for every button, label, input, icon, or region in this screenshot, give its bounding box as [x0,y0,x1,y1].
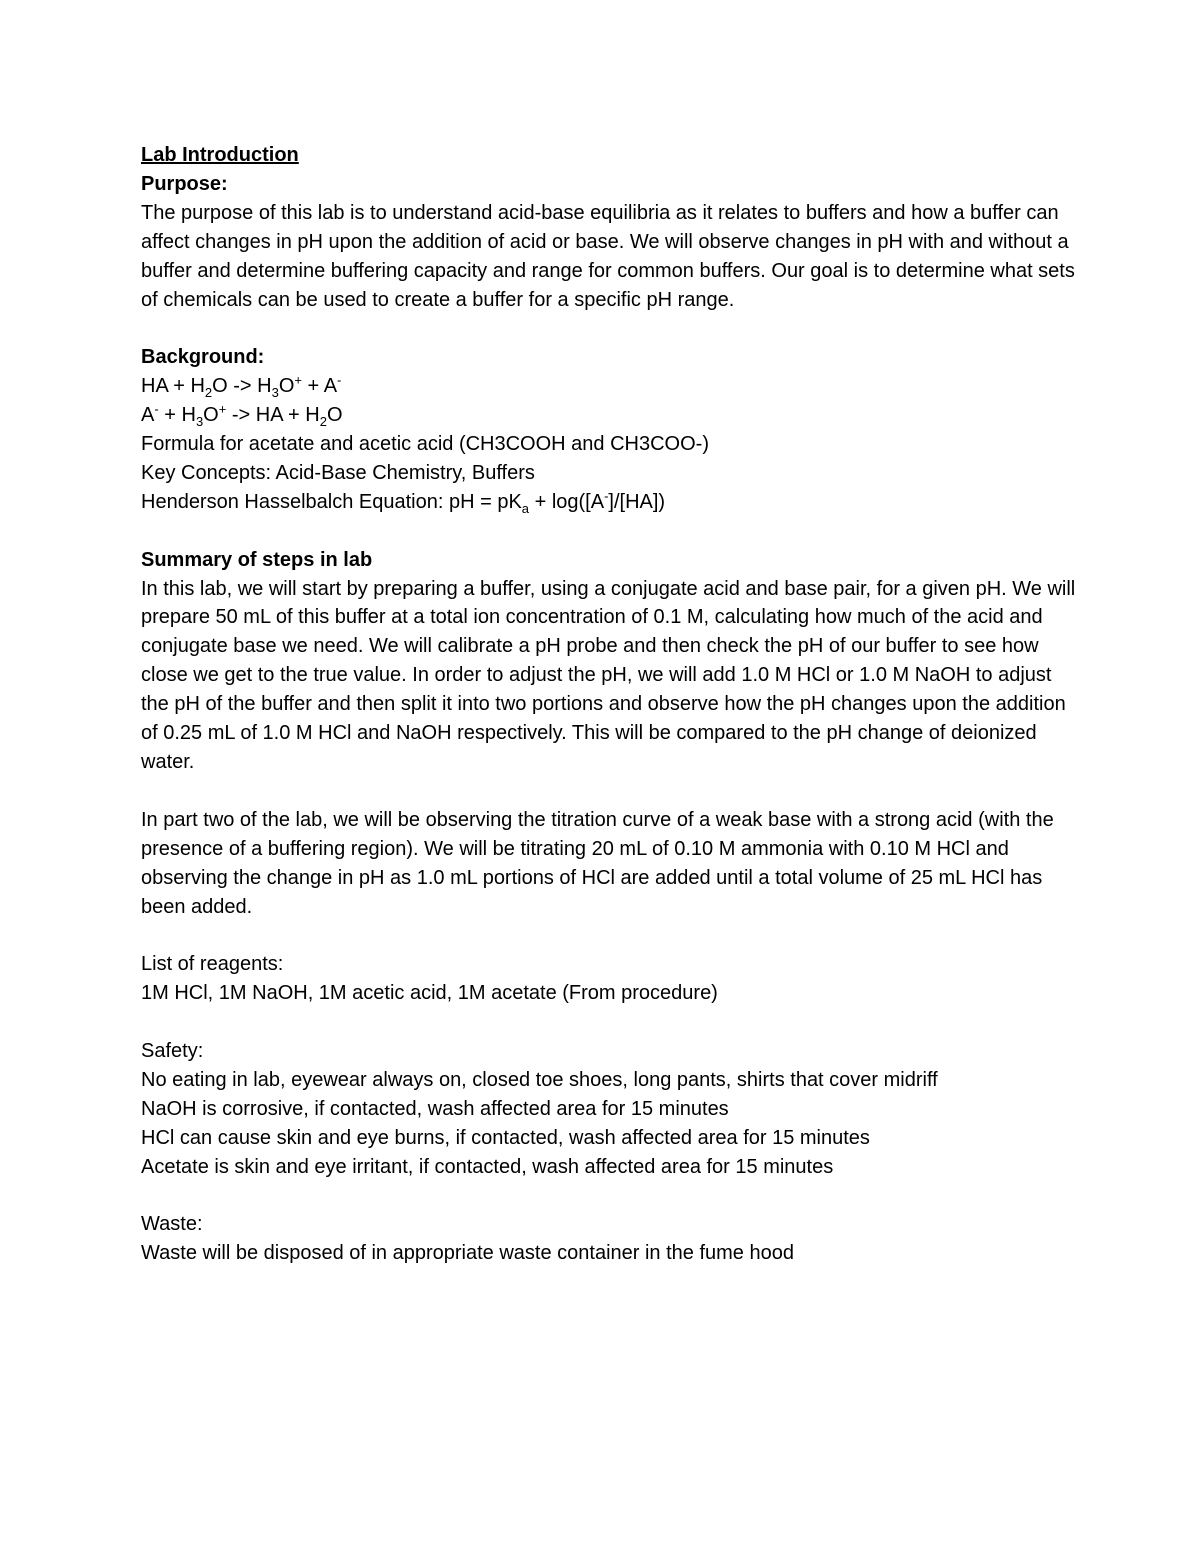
background-heading: Background: [141,346,265,369]
spacer [141,1008,1081,1037]
safety-item: Acetate is skin and eye irritant, if contacted, wash affected area for 15 minutes [141,1155,834,1178]
henderson-hasselbalch-line: Henderson Hasselbalch Equation: pH = $pK_a + \log([A^-]/[HA])$ [141,488,666,516]
waste-text: Waste will be disposed of in appropriate waste container in the fume hood [141,1242,794,1265]
intro-heading: Lab Introduction [141,144,299,166]
safety-item: HCl can cause skin and eye burns, if contacted, wash affected area for 15 minutes [141,1126,870,1149]
safety-item: NaOH is corrosive, if contacted, wash affected area for 15 minutes [141,1097,729,1120]
spacer [141,777,1081,806]
spacer [141,517,1081,546]
safety-item: No eating in lab, eyewear always on, closed toe shoes, long pants, shirts that cover midriff [141,1068,938,1091]
purpose-text: The purpose of this lab is to understand acid-base equilibria as it relates to buffers and how a buffer can affect changes in pH upon the addition of acid or base. We will observe changes in pH with and without a buffer and determine buffering capacity and range for common buffers. Our goal is to determine what sets of chemicals can be used to create a buffer for a specific pH range. [141,201,1075,311]
safety-heading: Safety: [141,1040,204,1063]
summary-paragraph-2: In part two of the lab, we will be observing the titration curve of a weak base with a strong acid (with the presence of a buffering region). We will be titrating 20 mL of 0.10 M ammonia with 0.10 M HCl and observing the change in pH as 1.0 mL portions of HCl are added until a total volume of 25 mL HCl has been added. [141,808,1054,918]
summary-paragraph-1: In this lab, we will start by preparing a buffer, using a conjugate acid and base pair, for a given pH. We will prepare 50 mL of this buffer at a total ion concentration of 0.1 M, calculating how much of the acid and conjugate base we need. We will calibrate a pH probe and then check the pH of our buffer to see how close we get to the true value. In order to adjust the pH, we will add 1.0 M HCl or 1.0 M NaOH to adjust the pH of the buffer and then split it into two portions and observe how the pH changes upon the addition of 0.25 mL of 1.0 M HCl and NaOH respectively. This will be compared to the pH change of deionized water. [141,577,1076,773]
waste-heading: Waste: [141,1213,203,1236]
spacer [141,1182,1081,1211]
spacer [141,314,1081,343]
reagents-heading: List of reagents: [141,953,284,976]
document-page [141,141,1081,1268]
formula-line: Formula for acetate and acetic acid (CH3COOH and CH3COO-) [141,433,709,456]
reaction-dissociation: HA + $H_2O -> H_3O^+ + A^-$ [141,372,342,401]
reagents-text: 1M HCl, 1M NaOH, 1M acetic acid, 1M acetate (From procedure) [141,982,718,1005]
key-concepts-line: Key Concepts: Acid-Base Chemistry, Buffers [141,461,535,484]
spacer [141,921,1081,950]
purpose-heading: Purpose: [141,172,228,195]
summary-heading: Summary of steps in lab [141,548,373,571]
reaction-reverse: $A^- + H_3O^+$ -> HA + $H_2O$ [141,401,343,430]
